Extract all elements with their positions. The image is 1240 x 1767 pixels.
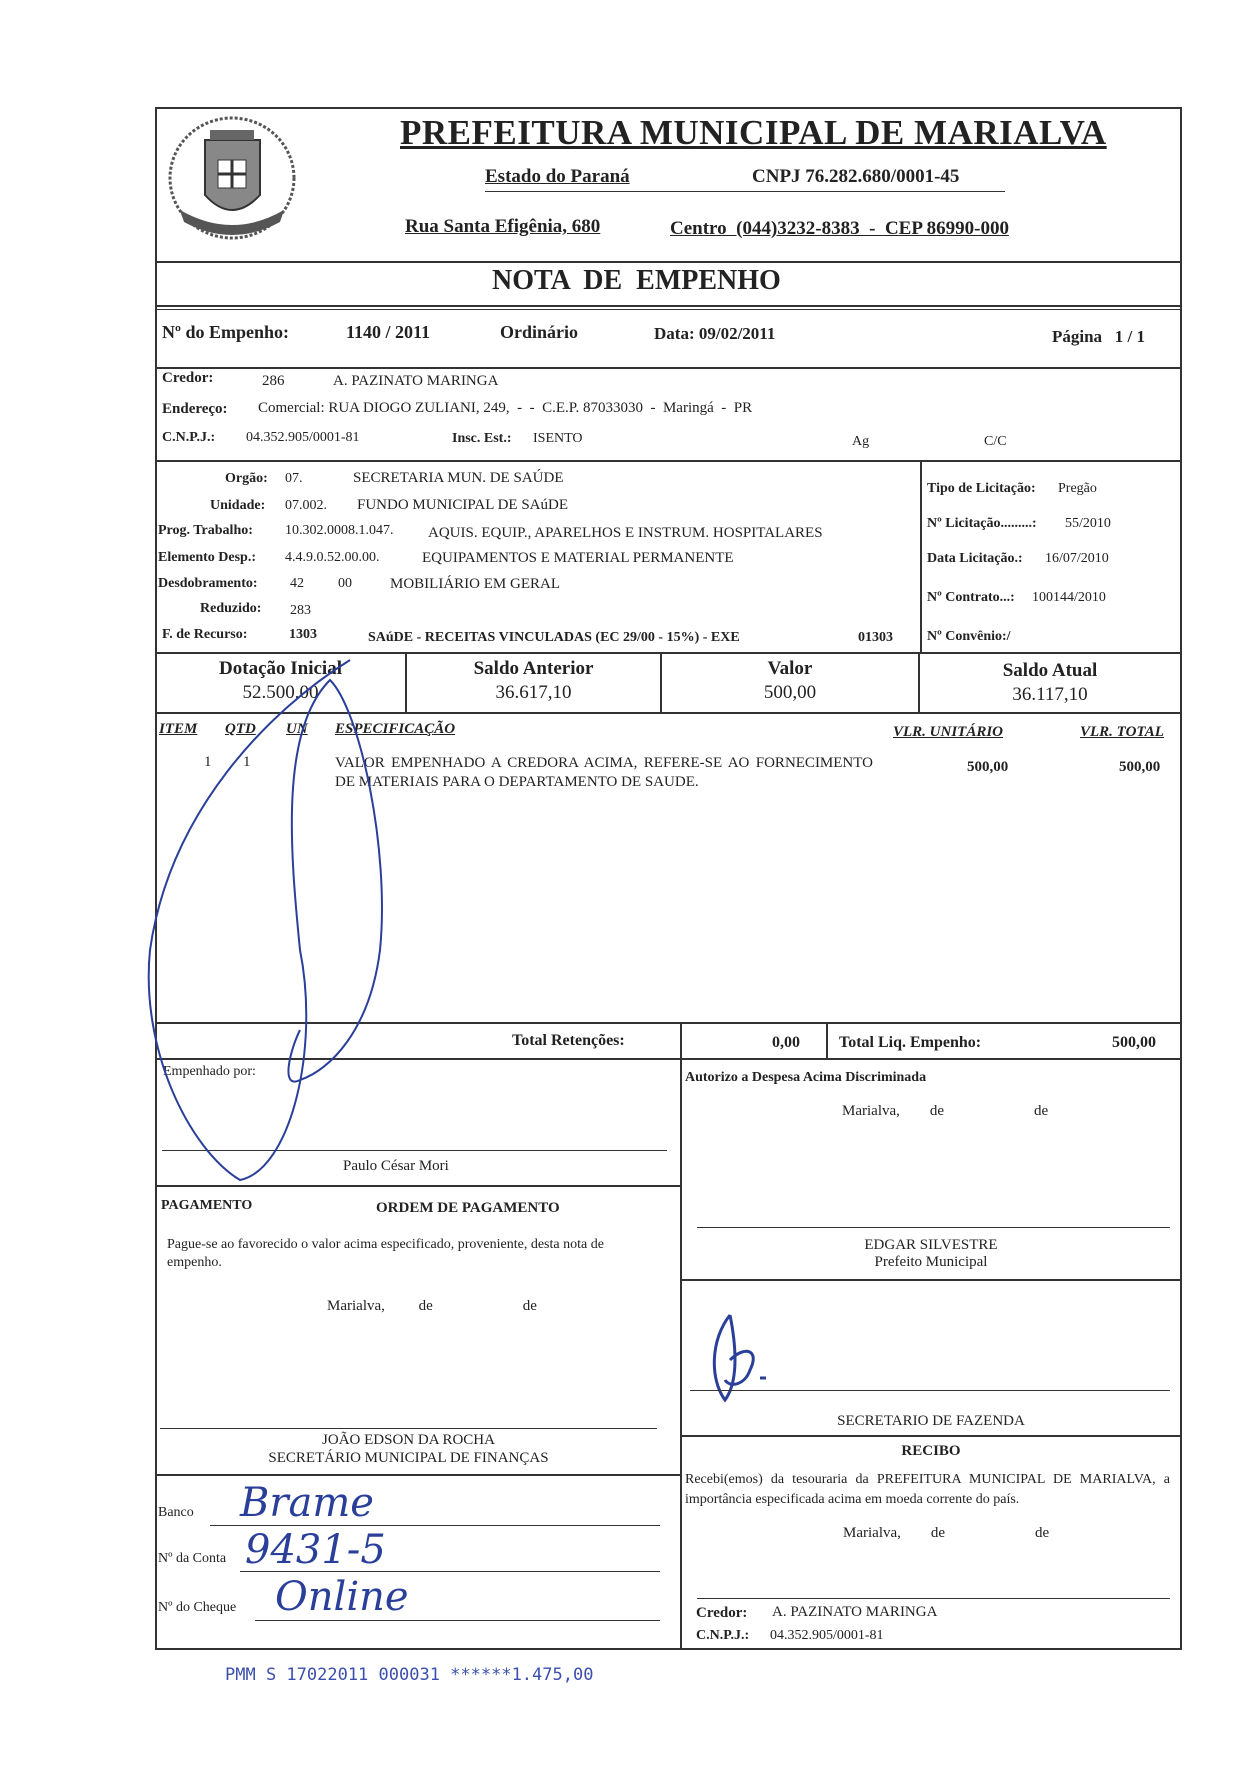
col-spec: ESPECIFICAÇÃO (335, 721, 456, 737)
frame-top (155, 107, 1182, 109)
secfaz-label: SECRETARIO DE FAZENDA (837, 1413, 1025, 1429)
empenho-date: Data: 09/02/2011 (654, 324, 776, 343)
credor-address: Comercial: RUA DIOGO ZULIANI, 249, - - C.E.P. 87033030 - Maringá - PR (258, 400, 753, 416)
row-qtd: 1 (243, 754, 251, 770)
fonte-name: SAúDE - RECEITAS VINCULADAS (EC 29/00 - 15%) - EXE (368, 630, 740, 645)
desd-label: Desdobramento: (158, 576, 258, 591)
ordem-place-date: Marialva, de de (327, 1298, 537, 1314)
licit-contrato: 100144/2010 (1032, 590, 1106, 605)
credor-name: A. PAZINATO MARINGA (333, 373, 499, 389)
unidade-name: FUNDO MUNICIPAL DE SAúDE (357, 497, 568, 513)
signature-line (690, 1390, 1170, 1391)
divider (826, 1022, 828, 1058)
dotacao-value: 52.500,00 (242, 682, 319, 703)
signature-line (697, 1227, 1170, 1228)
prog-code: 10.302.0008.1.047. (285, 523, 394, 538)
col-item: ITEM (159, 721, 198, 737)
unidade-code: 07.002. (285, 498, 327, 513)
fonte-num: 01303 (858, 630, 893, 645)
cheque-handwriting: Online (275, 1574, 409, 1620)
liq-value: 500,00 (1112, 1034, 1156, 1051)
desd-code: 42 (290, 576, 304, 591)
divider (155, 1474, 680, 1476)
prog-label: Prog. Trabalho: (158, 523, 253, 538)
credor-address-label: Endereço: (162, 401, 228, 417)
rec-cnpj-label: C.N.P.J.: (696, 1628, 750, 1643)
prog-name: AQUIS. EQUIP., APARELHOS E INSTRUM. HOSPITALARES (428, 525, 823, 541)
frame-bottom (155, 1648, 1182, 1650)
licit-data: 16/07/2010 (1045, 551, 1109, 566)
credor-code: 286 (262, 373, 285, 389)
credor-label: Credor: (162, 370, 214, 386)
saldo-anterior-value: 36.617,10 (495, 682, 572, 703)
pague-text: Pague-se ao favorecido o valor acima especificado, proveniente, desta nota de empenho. (167, 1237, 604, 1270)
divider (155, 367, 1182, 369)
rec-credor-label: Credor: (696, 1605, 748, 1621)
row-spec: VALOR EMPENHADO A CREDORA ACIMA, REFERE-SE AO FORNECIMENTO DE MATERIAIS PARA O DEPARTAMENTO DE SAUDE. (335, 755, 873, 790)
fin-name: JOÃO EDSON DA ROCHA (322, 1432, 495, 1448)
divider (155, 460, 1182, 462)
divider (155, 309, 1182, 310)
header-contact: Centro (044)3232-8383 - CEP 86990-000 (670, 218, 1009, 239)
header-title: PREFEITURA MUNICIPAL DE MARIALVA (400, 113, 1107, 152)
recibo-title: RECIBO (901, 1443, 961, 1459)
credor-cnpj-label: C.N.P.J.: (162, 430, 216, 445)
divider (155, 261, 1182, 263)
col-qtd: QTD (225, 721, 256, 737)
row-unit: 500,00 (967, 759, 1009, 775)
secfaz-signature-icon (700, 1300, 820, 1410)
autorizo-title: Autorizo a Despesa Acima Discriminada (685, 1070, 927, 1085)
liq-label: Total Liq. Empenho: (839, 1034, 982, 1051)
credor-cnpj: 04.352.905/0001-81 (246, 430, 360, 445)
licit-convenio: Nº Convênio:/ (927, 629, 1011, 644)
cheque-line (255, 1620, 660, 1621)
divider (920, 460, 922, 653)
col-unit: VLR. UNITÁRIO (893, 724, 1004, 740)
elem-name: EQUIPAMENTOS E MATERIAL PERMANENTE (422, 550, 734, 566)
ret-value: 0,00 (772, 1034, 800, 1051)
orgao-name: SECRETARIA MUN. DE SAÚDE (353, 470, 564, 486)
dotacao-label: Dotação Inicial (219, 658, 342, 679)
elem-code: 4.4.9.0.52.00.00. (285, 550, 380, 565)
valor-label: Valor (767, 658, 813, 679)
divider (155, 305, 1182, 307)
licit-tipo: Pregão (1058, 481, 1097, 496)
divider (680, 1058, 682, 1650)
divider (680, 1435, 1182, 1437)
credor-insc-label: Insc. Est.: (452, 431, 512, 446)
recibo-text: Recebi(emos) da tesouraria da PREFEITURA MUNICIPAL DE MARIALVA, a importância especificada acima em moeda corrente do país. (685, 1472, 1170, 1507)
conta-label: Nº da Conta (158, 1551, 227, 1566)
row-item: 1 (204, 754, 212, 770)
reduzido-value: 283 (290, 603, 311, 618)
conta-handwriting: 9431-5 (245, 1527, 386, 1573)
divider (680, 1279, 1182, 1281)
empenho-type: Ordinário (500, 322, 579, 342)
empenhado-label: Empenhado por: (163, 1064, 256, 1079)
credor-cc: C/C (984, 434, 1007, 449)
frame-right (1180, 107, 1182, 1650)
elem-label: Elemento Desp.: (158, 550, 256, 565)
row-total: 500,00 (1119, 759, 1161, 775)
reduzido-label: Reduzido: (200, 601, 262, 616)
prefeito-role: Prefeito Municipal (874, 1254, 988, 1270)
empenhado-name: Paulo César Mori (343, 1158, 449, 1174)
fin-role: SECRETÁRIO MUNICIPAL DE FINANÇAS (268, 1450, 549, 1466)
municipal-crest-icon (160, 110, 310, 250)
rec-cnpj: 04.352.905/0001-81 (770, 1628, 884, 1643)
pagamento-title: PAGAMENTO (161, 1198, 253, 1213)
fonte-label: F. de Recurso: (162, 627, 248, 642)
signature-line (160, 1428, 657, 1429)
banco-handwriting: Brame (240, 1480, 374, 1526)
rec-credor: A. PAZINATO MARINGA (772, 1604, 938, 1620)
prefeito-name: EDGAR SILVESTRE (864, 1237, 998, 1253)
licit-contrato-label: Nº Contrato...: (927, 590, 1015, 605)
empenho-page: Página 1 / 1 (1052, 327, 1146, 346)
col-un: UN (286, 721, 308, 737)
header-address: Rua Santa Efigênia, 680 (405, 216, 601, 237)
ordem-title: ORDEM DE PAGAMENTO (376, 1200, 560, 1216)
licit-data-label: Data Licitação.: (927, 551, 1023, 566)
saldo-atual-label: Saldo Atual (1002, 660, 1098, 681)
divider (680, 1022, 682, 1058)
licit-tipo-label: Tipo de Licitação: (927, 481, 1036, 496)
valor-value: 500,00 (763, 682, 817, 703)
recibo-place-date: Marialva, de de (843, 1525, 1050, 1541)
payment-stamp: PMM S 17022011 000031 ******1.475,00 (225, 1665, 594, 1685)
ink-loop-mark-icon (130, 650, 450, 1190)
cheque-label: Nº do Cheque (158, 1600, 237, 1615)
unidade-label: Unidade: (210, 498, 266, 513)
autorizo-place-date: Marialva, de de (842, 1103, 1049, 1119)
credor-insc: ISENTO (533, 431, 583, 446)
empenho-num-label: Nº do Empenho: (162, 322, 289, 342)
desd-name: MOBILIÁRIO EM GERAL (390, 576, 560, 592)
header-state: Estado do Paraná (485, 166, 630, 187)
banco-label: Banco (158, 1505, 194, 1520)
fonte-code: 1303 (289, 627, 317, 642)
orgao-label: Orgão: (225, 471, 268, 486)
header-underline (485, 191, 1005, 192)
desd-sub: 00 (338, 576, 352, 591)
orgao-code: 07. (285, 471, 303, 486)
ret-label: Total Retenções: (512, 1032, 625, 1049)
doc-title: NOTA DE EMPENHO (492, 265, 781, 296)
licit-num-label: Nº Licitação.........: (927, 516, 1037, 531)
saldo-atual-value: 36.117,10 (1012, 684, 1088, 705)
saldo-anterior-label: Saldo Anterior (473, 658, 594, 679)
header-cnpj: CNPJ 76.282.680/0001-45 (752, 166, 960, 187)
col-total: VLR. TOTAL (1080, 724, 1164, 740)
credor-ag: Ag (852, 434, 870, 449)
signature-line (697, 1598, 1170, 1599)
licit-num: 55/2010 (1065, 516, 1111, 531)
empenho-num: 1140 / 2011 (346, 322, 431, 342)
